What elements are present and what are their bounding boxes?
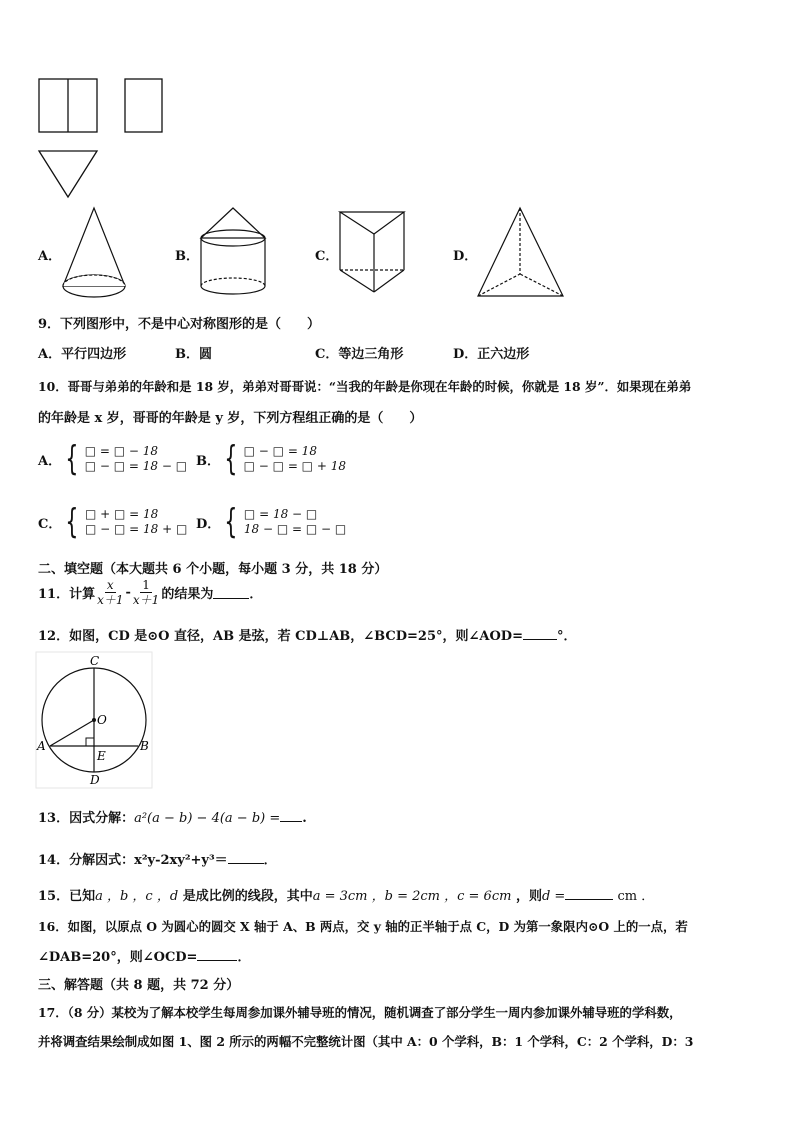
q12-stem: 12．如图，CD 是⊙O 直径，AB 是弦，若 CD⊥AB，∠BCD=25°，则∠AOD=	[38, 629, 523, 644]
q10-d-eq1: □ = 18 − □	[243, 507, 318, 521]
q16-line2-text: ∠DAB=20°，则∠OCD=	[38, 950, 198, 965]
q11-fraction-1	[95, 578, 125, 607]
q10-stem-line1: 10．哥哥与弟弟的年龄和是 18 岁，弟弟对哥哥说：“当我的年龄是你现在年龄的时候，你就是 18 岁”．如果现在弟弟	[38, 379, 692, 394]
q12-end: °．	[556, 629, 577, 644]
q8-option-b-label: B．	[175, 249, 199, 264]
q16-line1: 16．如图，以原点 O 为圆心的圆交 X 轴于 A、B 两点，交 y 轴的正半轴于点 C，D 为第一象限内⊙O 上的一点，若	[38, 919, 688, 934]
q17-line1: 17．（8 分）某校为了解本校学生每周参加课外辅导班的情况，随机调查了部分学生一周内参加课外辅导班的学科数，	[38, 1005, 682, 1020]
brace-icon: {	[65, 502, 79, 542]
side-view-figure	[124, 78, 164, 134]
q9-option-a: A．平行四边形	[38, 347, 127, 362]
section-2-heading: 二、填空题（本大题共 6 个小题，每小题 3 分，共 18 分）	[38, 562, 388, 577]
triangular-prism-figure	[338, 210, 408, 296]
q12-label-a: A	[37, 739, 46, 753]
q10-option-c	[38, 502, 188, 542]
q13-end: .	[302, 811, 307, 826]
q10-d-eq2: 18 − □ = □ − □	[243, 522, 347, 536]
q16-end: ．	[237, 950, 251, 965]
q10-a-eq2: □ − □ = 18 − □	[84, 459, 188, 473]
q12-label-b: B	[140, 739, 149, 753]
q15-prefix: 15．已知	[38, 889, 96, 904]
q11-f1-denominator: x＋1	[97, 593, 124, 607]
triangular-pyramid-figure	[475, 206, 569, 300]
q12	[38, 625, 577, 644]
q15-vars: a ，b ，c ，d	[95, 889, 179, 904]
top-view-figure	[38, 150, 100, 200]
q14-answer-blank[interactable]	[228, 851, 264, 864]
q10-a-eq1: □ = □ − 18	[84, 444, 159, 458]
q12-label-e: E	[97, 749, 106, 763]
q17-line2: 并将调查结果绘制成如图 1、图 2 所示的两幅不完整统计图（其中 A：0 个学科，B：1 个学科，C：2 个学科，D：3	[38, 1034, 694, 1049]
q10-option-a	[38, 439, 188, 479]
front-view-figure	[38, 78, 100, 134]
q10-option-d	[196, 502, 347, 542]
q11-suffix: 的结果为	[161, 587, 214, 602]
q13-prefix: 13．因式分解：	[38, 811, 135, 826]
q10-option-c-label: C．	[38, 516, 62, 532]
q10-option-b-label: B．	[196, 453, 220, 469]
q11-prefix: 11．计算	[38, 587, 96, 602]
section-3-heading: 三、解答题（共 8 题，共 72 分）	[38, 978, 240, 993]
q10-c-eq2: □ − □ = 18 + □	[85, 522, 188, 536]
q11-f2-numerator: 1	[142, 578, 150, 592]
q11-f2-denominator: x＋1	[132, 593, 160, 607]
q15-answer-blank[interactable]	[565, 887, 613, 900]
q16-answer-blank[interactable]	[197, 948, 237, 961]
q9-option-c: C．等边三角形	[315, 347, 404, 362]
q15-middle: 是成比例的线段，其中	[178, 889, 313, 904]
q12-label-c: C	[90, 654, 100, 668]
q12-label-o: O	[97, 713, 107, 727]
q9-stem: 9．下列图形中，不是中心对称图形的是（ ）	[38, 317, 321, 332]
q15-unit: cm ．	[613, 889, 655, 904]
q12-answer-blank[interactable]	[523, 627, 557, 640]
q10-b-eq2: □ − □ = □ + 18	[243, 459, 346, 473]
q13-expression: a²(a − b) − 4(a − b) =	[134, 811, 281, 826]
q13-answer-blank[interactable]	[280, 809, 302, 822]
brace-icon: {	[65, 439, 79, 479]
q14	[38, 849, 277, 868]
q15	[38, 885, 654, 904]
q15-then: ，则	[511, 889, 542, 904]
q12-circle-figure	[36, 652, 152, 788]
cone-figure	[60, 206, 128, 302]
q15-values: a = 3cm ，b = 2cm ，c = 6cm	[312, 889, 512, 904]
q8-option-c-label: C．	[315, 249, 339, 264]
q8-option-a-label: A．	[38, 249, 62, 264]
q10-b-eq1: □ − □ = 18	[243, 444, 317, 458]
q11-answer-blank[interactable]	[213, 586, 249, 599]
q10-option-b	[196, 439, 346, 479]
q10-c-eq1: □ + □ = 18	[85, 507, 159, 521]
q11	[38, 578, 262, 607]
q14-end: ．	[263, 853, 277, 868]
q11-fraction-2	[131, 578, 161, 607]
q11-minus: -	[125, 585, 131, 600]
q10-option-a-label: A．	[38, 453, 62, 469]
brace-icon: {	[224, 502, 238, 542]
cone-on-cylinder-figure	[198, 206, 268, 302]
q9-option-b: B．圆	[175, 347, 212, 362]
q11-end: ．	[249, 587, 263, 602]
q12-label-d: D	[90, 773, 100, 787]
q9-option-d: D．正六边形	[453, 347, 530, 362]
q15-d-eq: d =	[541, 889, 566, 904]
q10-option-d-label: D．	[196, 516, 221, 532]
brace-icon: {	[224, 439, 238, 479]
q8-option-d-label: D．	[453, 249, 478, 264]
q11-f1-numerator: x	[106, 578, 114, 592]
q10-stem-line2: 的年龄是 x 岁，哥哥的年龄是 y 岁，下列方程组正确的是（ ）	[38, 411, 423, 426]
q14-prefix: 14．分解因式：x²y-2xy²+y³＝	[38, 853, 228, 868]
q13	[38, 807, 307, 826]
q16-line2	[38, 946, 250, 965]
